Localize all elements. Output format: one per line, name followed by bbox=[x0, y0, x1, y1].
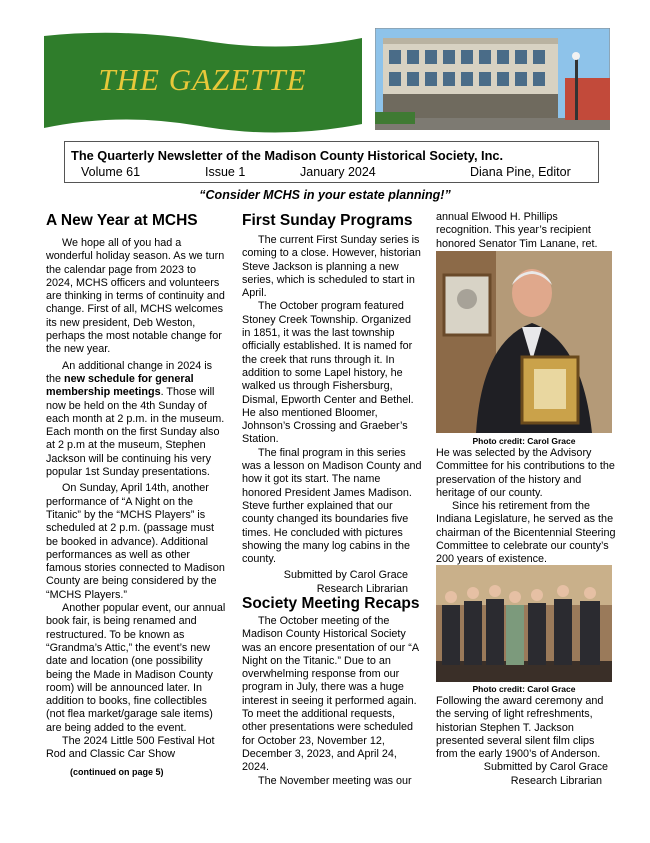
paragraph: The October meeting of the Madison County Historical Society was an encore presentation of our “A Night on the Titanic.” Due to an overwhelming response from our program in July, there was a huge interest in seeing it performed again. To meet the additional requests, other presentations were scheduled for October 23, November 12, December 3, 2023, and April 24, 2024. bbox=[242, 615, 419, 774]
article-film-clips bbox=[436, 695, 616, 788]
paragraph: The final program in this series was a lesson on Madison County and how it got its start. The name honored President James Madison. Steve further explained that our county changed its boundaries five times. He concluded with pictures showing the many log cabins in the county. bbox=[242, 446, 422, 566]
signature-title: Research Librarian bbox=[510, 774, 602, 787]
text: An additional change in 2024 is the bbox=[46, 359, 213, 385]
paragraph bbox=[46, 360, 226, 480]
photo-credit: Photo credit: Carol Grace bbox=[472, 684, 576, 694]
paragraph: Since his retirement from the Indiana Legislature, he served as the chairman of the Bicentennial Steering Committee to celebrate our county’s 200 years of existence. bbox=[436, 500, 616, 566]
heading-society-meeting: Society Meeting Recaps bbox=[242, 595, 420, 612]
paragraph: Another popular event, our annual book fair, is being renamed and restructured. To be known as “Grandma’s Attic,” the event’s new date and location (one possibility being the Made in Madison County room) will be announced later. In addition to books, fine collectibles (not flea market/garage sale items) are being added to the event. bbox=[46, 602, 226, 734]
bold-text: new schedule for general membership meetings bbox=[46, 372, 194, 399]
paragraph: The October program featured Stoney Creek Township. Organized in 1851, it was the last township officially established. It is named for the creek that runs through it. In addition to some Lapel history, he walked us through Fishersburg, Dismal, Epworth Center and Bethel. He also mentioned Bloomer, Johnson’s Crossing and Graeber’s Station. bbox=[242, 300, 414, 446]
signature-name: Submitted by Carol Grace bbox=[283, 569, 408, 582]
article-first-sunday bbox=[242, 234, 422, 596]
group-photo bbox=[436, 565, 612, 682]
recipient-photo bbox=[436, 251, 612, 433]
tagline: “Consider MCHS in your estate planning!” bbox=[199, 188, 451, 202]
signature-title: Research Librarian bbox=[316, 582, 408, 595]
heading-first-sunday: First Sunday Programs bbox=[242, 212, 413, 229]
paragraph: Following the award ceremony and the serving of light refreshments, historian Stephen T. Jackson presented several silent film clips from the early 1900’s of Anderson. bbox=[436, 695, 604, 761]
paragraph: We hope all of you had a wonderful holiday season. As we turn the calendar page from 2023 to 2024, MCHS officers and volunteers are thinking in terms of continuity and change. First of all, MCHS welcomes its new president, Deb Weston, perhaps the most notable change for the new year. bbox=[46, 237, 225, 356]
editor-credit: Diana Pine, Editor bbox=[470, 165, 571, 179]
photo-credit: Photo credit: Carol Grace bbox=[472, 436, 576, 446]
article-society-meeting bbox=[242, 615, 422, 788]
volume-label: Volume 61 bbox=[81, 165, 141, 179]
continued-note: (continued on page 5) bbox=[70, 766, 164, 777]
newsletter-title: THE GAZETTE bbox=[98, 62, 307, 97]
paragraph: On Sunday, April 14th, another performance of “A Night on the Titanic” by the “MCHS Players” is scheduled at 2 p.m. (passage must be booked in advance). Additional performances as well as other famous stories connected to Madison County are being considered by the “MCHS Players.” bbox=[46, 482, 225, 601]
paragraph: The 2024 Little 500 Festival Hot Rod and Classic Car Show bbox=[46, 734, 215, 761]
masthead-info-box bbox=[64, 141, 599, 183]
paragraph: The current First Sunday series is coming to a close. However, historian Steve Jackson is planning a new series, which is scheduled to start in April. bbox=[242, 234, 421, 300]
paragraph: annual Elwood H. Phillips recognition. This year’s recipient honored Senator Tim Lanane, ret. bbox=[436, 211, 598, 250]
article-new-year bbox=[46, 237, 226, 779]
article-recognition bbox=[436, 447, 616, 567]
issue-label: Issue 1 bbox=[205, 165, 246, 179]
newsletter-subtitle: The Quarterly Newsletter of the Madison County Historical Society, Inc. bbox=[71, 148, 504, 163]
heading-new-year: A New Year at MCHS bbox=[46, 212, 198, 229]
issue-date: January 2024 bbox=[300, 165, 376, 179]
paragraph: He was selected by the Advisory Committee for his contributions to the preservation of the history and heritage of our county. bbox=[436, 447, 615, 499]
article-recognition-intro bbox=[436, 211, 612, 251]
signature-name: Submitted by Carol Grace bbox=[483, 761, 608, 774]
text: . Those will now be held on the 4th Sunday of each month at 2 p.m. in the museum. Each month on the first Sunday also at 2 p.m at the museum, Stephen Jackson will be continuing his very popular 1st Sunday presentations. bbox=[46, 386, 225, 479]
paragraph: The November meeting was our bbox=[258, 774, 412, 787]
building-photo bbox=[375, 28, 610, 130]
